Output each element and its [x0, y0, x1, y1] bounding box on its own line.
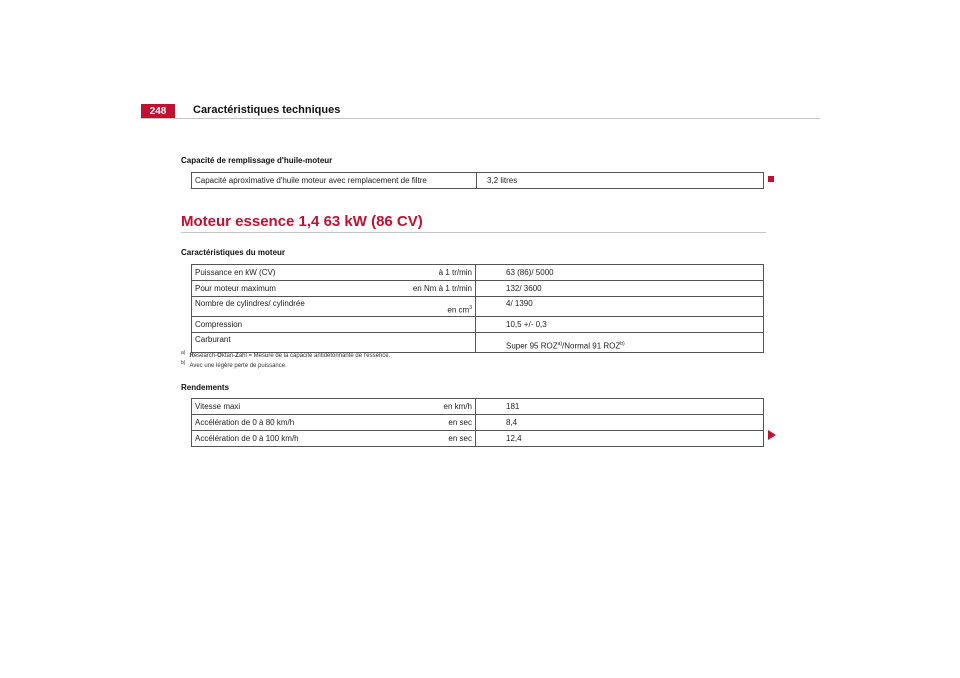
row-unit: en Nm à 1 tr/min [366, 281, 476, 297]
table-row [192, 431, 764, 447]
row-unit: à 1 tr/min [366, 265, 476, 281]
page-header-title: Caractéristiques techniques [193, 104, 341, 116]
header-divider [141, 118, 820, 119]
row-unit [366, 317, 476, 333]
table-row [192, 281, 764, 297]
performance-table [191, 398, 764, 447]
title-divider [181, 232, 766, 233]
table-row [192, 265, 764, 281]
row-label: Compression [192, 317, 366, 333]
table-row [192, 297, 764, 317]
page-number: 248 [141, 104, 175, 119]
row-unit: en $cm^3$ [366, 297, 476, 317]
oil-capacity-heading: Capacité de remplissage d'huile-moteur [181, 156, 333, 165]
row-unit: en km/h [366, 399, 476, 415]
row-label: Capacité aproximative d'huile moteur avec remplacement de filtre [192, 173, 477, 189]
row-value: 4/ 1390 [476, 297, 764, 317]
row-value: 181 [476, 399, 764, 415]
footnote-b: $^{b)}$ Avec une légère perte de puissance. [181, 360, 287, 369]
table-row [192, 415, 764, 431]
engine-characteristics-heading: Caractéristiques du moteur [181, 248, 286, 257]
continue-arrow-icon [768, 430, 776, 440]
row-label: Pour moteur maximum [192, 281, 366, 297]
table-row [192, 399, 764, 415]
row-unit: en sec [366, 415, 476, 431]
row-unit: en sec [366, 431, 476, 447]
row-label: Puissance en kW (CV) [192, 265, 366, 281]
row-value: 8,4 [476, 415, 764, 431]
row-label: Vitesse maxi [192, 399, 366, 415]
oil-capacity-table [191, 172, 764, 189]
row-value: 3,2 litres [477, 173, 764, 189]
row-label: Nombre de cylindres/ cylindrée [192, 297, 366, 317]
row-value: 63 (86)/ 5000 [476, 265, 764, 281]
row-label: Carburant [192, 333, 366, 353]
row-value: 12,4 [476, 431, 764, 447]
engine-characteristics-table [191, 264, 764, 353]
section-end-marker-icon [768, 176, 774, 182]
row-label: Accélération de 0 à 100 km/h [192, 431, 366, 447]
row-value: Super 95 ROZ$^{a)}$/Normal 91 ROZ$^{b)}$ [476, 333, 764, 353]
table-row [192, 173, 764, 189]
table-row [192, 317, 764, 333]
row-value: 10,5 +/- 0,3 [476, 317, 764, 333]
row-value: 132/ 3600 [476, 281, 764, 297]
footnote-a: $^{a)}$ Research-Oktan-Zahl = Mesure de la capacité antidétonnante de l'essence. [181, 350, 391, 359]
row-label: Accélération de 0 à 80 km/h [192, 415, 366, 431]
performance-heading: Rendements [181, 383, 230, 392]
engine-title: Moteur essence 1,4 63 kW (86 CV) [181, 213, 423, 230]
